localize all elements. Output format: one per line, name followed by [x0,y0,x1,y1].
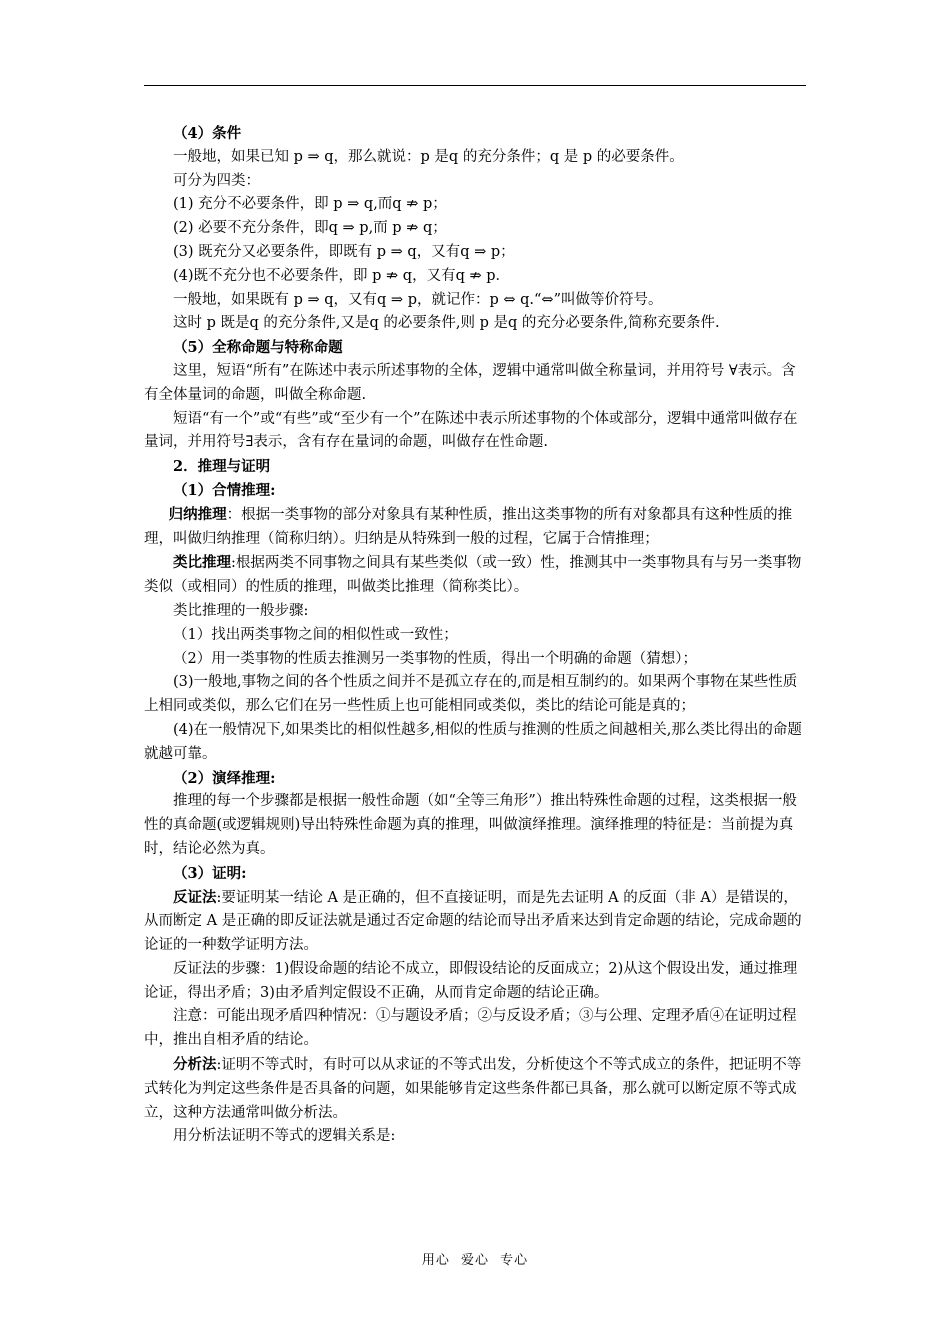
sec4-line-1: 一般地，如果已知 p ⇒ q，那么就说：p 是q 的充分条件；q 是 p 的必要条件。 [173,148,684,165]
sec4-line-8: 这时 p 既是q 的充分条件,又是q 的必要条件,则 p 是q 的充分必要条件,简称充要条件. [173,315,720,332]
sec4-line-7: 一般地，如果既有 p ⇒ q，又有q ⇒ p，就记作：p ⇔ q.“⇔”叫做等价符号。 [173,291,663,308]
contradiction-paragraph [144,886,806,958]
analysis-paragraph [144,1053,806,1125]
contradiction-text: :要证明某一结论 A 是正确的，但不直接证明，而是先去证明 A 的反面（非 A）是错误的，从而断定 A 是正确的即反证法就是通过否定命题的结论而导出矛盾来达到肯定命题的结论，完成命题的论证的一种数学证明方法。 [144,889,802,954]
analysis-last-line: 用分析法证明不等式的逻辑关系是: [173,1128,396,1145]
analogy-step-3: (3)一般地,事物之间的各个性质之间并不是孤立存在的,而是相互制约的。如果两个事物在某些性质上相同或类似，那么它们在另一些性质上也可能相同或类似，类比的结论可能是真的； [144,674,798,715]
sec4-line-6: (4)既不充分也不必要条件，即 p ⇏ q，又有q ⇏ p． [173,267,511,284]
subsection-1-heading: （1）合情推理: [173,481,276,499]
deduction-paragraph: 推理的每一个步骤都是根据一般性命题（如“全等三角形”）推出特殊性命题的过程，这类根据一般性的真命题(或逻辑规则)导出特殊性命题为真的推理，叫做演绎推理。演绎推理的特征是：当前提为真时，结论必然为真。 [144,793,797,857]
header-rule [144,85,806,86]
analysis-text: :证明不等式时，有时可以从求证的不等式出发，分析使这个不等式成立的条件，把证明不等式转化为判定这些条件是否具备的问题，如果能够肯定这些条件都已具备，那么就可以断定原不等式成立，这种方法通常叫做分析法。 [144,1057,802,1121]
subsection-2-heading: （2）演绎推理: [173,769,276,787]
analogy-step-4: (4)在一般情况下,如果类比的相似性越多,相似的性质与推测的性质之间越相关,那么类比得出的命题就越可靠。 [144,721,802,762]
analogy-paragraph [144,551,806,600]
sec4-line-2: 可分为四类： [173,172,260,189]
induction-paragraph [144,503,806,552]
analogy-step-2: （2）用一类事物的性质去推测另一类事物的性质，得出一个明确的命题（猜想）； [173,650,697,667]
document-body [144,122,806,1149]
part-2-heading: 2．推理与证明 [173,458,271,476]
sec5-paragraph-2: 短语“有一个”或“有些”或“至少有一个”在陈述中表示所述事物的个体或部分，逻辑中通常叫做存在量词，并用符号∃表示，含有存在量词的命题，叫做存在性命题. [144,410,798,451]
section-4-heading: （4）条件 [173,125,242,142]
section-5-heading: （5）全称命题与特称命题 [173,339,343,357]
contradiction-label: 反证法 [173,888,217,906]
analogy-text: :根据两类不同事物之间具有某些类似（或一致）性，推测其中一类事物具有与另一类事物类似（或相同）的性质的推理，叫做类比推理（简称类比）。 [144,555,802,596]
subsection-3-heading: （3）证明: [173,864,247,882]
induction-text: ：根据一类事物的部分对象具有某种性质，推出这类事物的所有对象都具有这种性质的推理，叫做归纳推理（简称归纳）。归纳是从特殊到一般的过程，它属于合情推理； [144,506,793,547]
analogy-label: 类比推理 [173,554,231,572]
sec4-line-3: (1) 充分不必要条件，即 p ⇒ q,而q ⇏ p； [173,196,447,213]
note-paragraph: 注意：可能出现矛盾四种情况：①与题设矛盾；②与反设矛盾；③与公理、定理矛盾④在证明过程中，推出自相矛盾的结论。 [144,1008,797,1049]
analogy-steps-title: 类比推理的一般步骤: [173,602,309,619]
analogy-step-1: （1）找出两类事物之间的相似性或一致性； [173,626,458,643]
contradiction-steps: 反证法的步骤：1)假设命题的结论不成立，即假设结论的反面成立；2)从这个假设出发，通过推理论证，得出矛盾；3)由矛盾判定假设不正确，从而肯定命题的结论正确。 [144,960,798,1001]
sec4-line-5: (3) 既充分又必要条件，即既有 p ⇒ q，又有q ⇒ p； [173,243,515,260]
sec5-paragraph-1: 这里，短语“所有”在陈述中表示所述事物的全体，逻辑中通常叫做全称量词，并用符号 ∀表示。含有全体量词的命题，叫做全称命题. [144,362,796,403]
induction-label: 归纳推理 [168,505,227,523]
page-footer: 用心 爱心 专心 [421,1253,529,1268]
analysis-label: 分析法 [173,1056,217,1074]
sec4-line-4: (2) 必要不充分条件，即q ⇒ p,而 p ⇏ q； [173,220,447,237]
